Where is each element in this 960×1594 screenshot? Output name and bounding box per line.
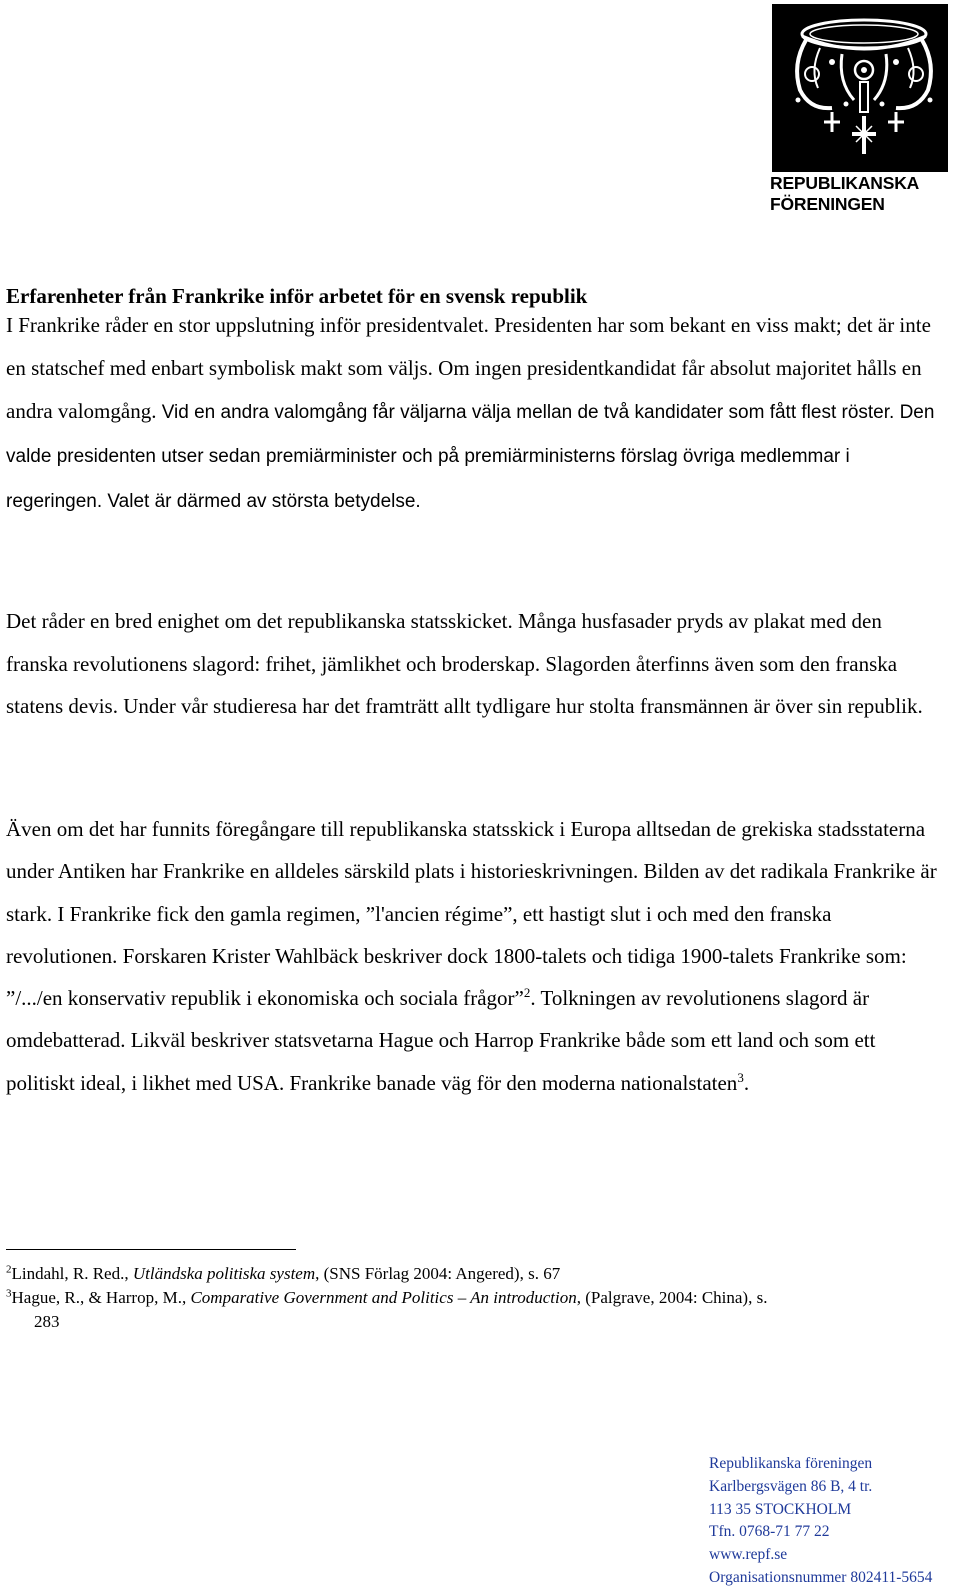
footnote-ref-3: 3 xyxy=(737,1069,744,1085)
footnote-text: , (Palgrave, 2004: China), s. xyxy=(576,1288,768,1307)
footnote-3-continuation: 283 xyxy=(34,1312,60,1331)
address-street: Karlbergsvägen 86 B, 4 tr. xyxy=(709,1477,873,1495)
footnote-2 xyxy=(6,1262,941,1286)
footnote-number: 2 xyxy=(6,1263,12,1276)
paragraph-2: Det råder en bred enighet om det republikanska statsskicket. Många husfasader pryds av plakat med den franska revolutionens slagord: frihet, jämlikhet och broderskap. Slagorden återfinns även som den franska statens devis. Under vår studieresa har det framträtt allt tydligare hur stolta fransmännen är över sin republik. xyxy=(6,609,923,718)
paragraph-3-part-1: Även om det har funnits föregångare till republikanska statsskick i Europa alltsedan de grekiska stadsstaterna under Antiken har Frankrike en alldeles särskild plats i historieskrivningen. Bilden av det radikala Frankrike är stark. I Frankrike fick den gamla regimen, ”l'ancien régime”, ett hastigt slut i och med den franska revolutionen. Forskaren Krister Wahlbäck beskriver dock 1800-talets och tidiga 1900-talets Frankrike som: ”/.../en konservativ republik i ekonomiska och sociala frågor” xyxy=(6,817,937,1011)
address-orgnr: Organisationsnummer 802411-5654 xyxy=(709,1568,933,1586)
footnote-number: 3 xyxy=(6,1287,12,1300)
footnotes xyxy=(6,1262,941,1334)
paragraph-3-part-2: . Tolkningen av revolutionens slagord är omdebatterad. Likväl beskriver statsvetarna Hague och Harrop Frankrike både som ett land och som ett politiskt ideal, i likhet med USA. Frankrike banade väg för den moderna nationalstaten xyxy=(6,986,876,1095)
address-city: 113 35 STOCKHOLM xyxy=(709,1500,852,1518)
footnote-divider xyxy=(6,1249,296,1250)
footnote-text: Hague, R., & Harrop, M., xyxy=(11,1288,191,1307)
republikanska-foreningen-logo xyxy=(772,4,948,218)
paragraph-3 xyxy=(6,808,941,1104)
logo-wordmark xyxy=(770,173,950,215)
paragraph-1-sans: Vid en andra valomgång får väljarna välja mellan de två kandidater som fått flest röster. Den valde presidenten utser sedan premiärminister och på premiärministerns förslag övriga medlemmar i regeringen. Valet är därmed av största betydelse. xyxy=(6,401,935,513)
paragraph-1-lead: I Frankrike råder en stor uppslutning inför presidentvalet. Presidenten har som bekant en viss makt; det är inte en statschef med enbart symbolisk makt som väljs. Om ingen presidentkandidat får absolut majoritet hålls en andra valomgång. xyxy=(6,313,931,423)
footnote-title: Comparative Government and Politics – An introduction xyxy=(190,1288,577,1307)
address-org: Republikanska föreningen xyxy=(709,1455,873,1472)
contact-address xyxy=(709,1453,949,1590)
logo-line-1: REPUBLIKANSKA xyxy=(770,173,920,193)
address-phone: Tfn. 0768-71 77 22 xyxy=(709,1523,830,1541)
footnote-3 xyxy=(6,1286,941,1310)
crown-emblem-icon xyxy=(772,4,948,172)
footnote-text: , (SNS Förlag 2004: Angered), s. 67 xyxy=(315,1264,561,1283)
paragraph-3-part-3: . xyxy=(743,1070,750,1095)
address-web[interactable]: www.repf.se xyxy=(709,1546,788,1564)
paragraph-1 xyxy=(6,304,941,524)
logo-line-2: FÖRENINGEN xyxy=(770,194,885,214)
footnote-title: Utländska politiska system xyxy=(132,1264,316,1283)
footnote-text: Lindahl, R. Red., xyxy=(11,1264,133,1283)
document-title: Erfarenheter från Frankrike inför arbetet för en svensk republik xyxy=(6,284,588,308)
footnote-ref-2: 2 xyxy=(523,985,531,1001)
